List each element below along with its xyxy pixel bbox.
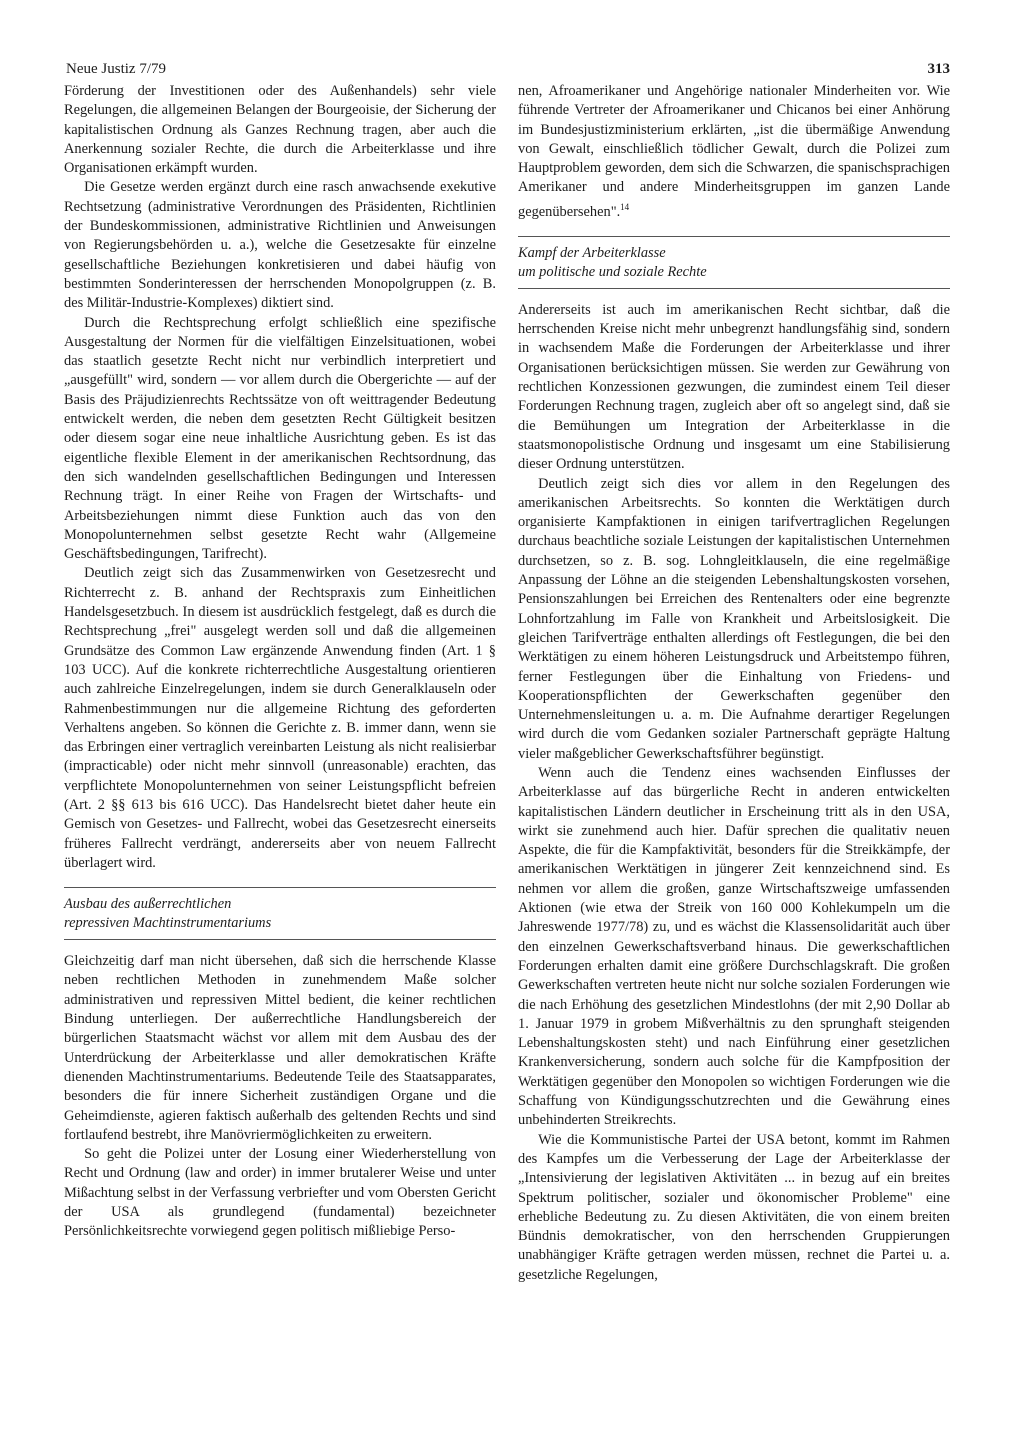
- paragraph: Wenn auch die Tendenz eines wachsenden Einflusses der Arbeiterklasse auf das bürgerliche Recht in anderen entwickelten kapitalistischen Ländern deutlicher in Erscheinung tritt als in den USA, wirkt sie zunehmend auch hier. Dafür sprechen die qualitativ neuen Aspekte, die für die Kampfaktivität, besonders für die Streikkämpfe, der amerikanischen Werktätigen in jüngerer Zeit kennzeichnend sind. Es nehmen vor allem die großen, ganze Wirtschaftszweige umfassenden Aktionen (wie etwa der Streik von 160 000 Kohlekumpeln um die Jahreswende 1977/78) zu, und es wächst die Klassensolidarität auch über den einzelnen Gewerkschaftsverband hinaus. Die gewerkschaftlichen Forderungen erhalten damit eine größere Durchschlagskraft. Die großen Gewerkschaften vertreten heute nicht nur solche sozialen Forderungen wie die nach Erhöhung des gesetzlichen Mindestlohns (der mit 2,90 Dollar ab 1. Januar 1979 in grobem Mißverhältnis zu den sprunghaft steigenden Lebenshaltungskosten steht) und nach Einführung einer gesetzlichen Krankenversicherung, sondern auch solche für die Kampfposition der Werktätigen gegenüber den Monopolen so wichtigen Forderungen wie die Schaffung von Kündigungsschutzrechten und die Gewährung eines unbehinderten Streikrechts.: [518, 765, 950, 1129]
- journal-title: Neue Justiz 7/79: [66, 61, 166, 77]
- paragraph: So geht die Polizei unter der Losung einer Wiederherstellung von Recht und Ordnung (law and order) in immer brutalerer Weise und unter Mißachtung selbst in der Verfassung verbriefter und vom Obersten Gericht der USA als grundlegend (fundamental) bezeichneter Persönlichkeitsrechte vorwiegend gegen politisch mißliebige Perso-: [64, 1146, 496, 1240]
- section-heading-line: Ausbau des außerrechtlichen: [64, 896, 232, 913]
- paragraph: Förderung der Investitionen oder des Außenhandels) sehr viele Regelungen, die allgemeinen Belangen der Bourgeoisie, der Sicherung der kapitalistischen Ordnung als Ganzes Rechnung tragen, aber auch die Anerkennung sozialer Rechte, die durch die Arbeiterklasse und ihre Organisationen erkämpft wurden.: [64, 83, 496, 177]
- section-heading: [518, 236, 950, 289]
- paragraph: [518, 82, 950, 222]
- right-column: [518, 82, 950, 1285]
- paragraph: Die Gesetze werden ergänzt durch eine rasch anwachsende exekutive Rechtsetzung (administrative Verordnungen des Präsidenten, Richtlinien der Bundeskommissionen, administrative Richtlinien und Anweisungen von Regierungsbehörden u. a.), welche die Gesetzesakte für einzelne gesellschaftliche Beziehungen konkretisieren und dabei häufig von bestimmten Sonderinteressen der herrschenden Monopolgruppen (z. B. des Militär-Industrie-Komplexes) diktiert sind.: [64, 179, 496, 312]
- paragraph: Wie die Kommunistische Partei der USA betont, kommt im Rahmen des Kampfes um die Verbesserung der Lage der Arbeiterklasse der „Intensivierung der legislativen Aktivitäten ... in bezug auf ein breites Spektrum politischer, sozialer und ökonomischer Probleme" eine erhebliche Bedeutung zu. Zu diesen Aktivitäten, die von einem breiten Bündnis demokratischer, von den herrschenden Gruppierungen unabhängiger Kräfte getragen werden müssen, rechnet die Partei u. a. gesetzliche Regelungen,: [518, 1131, 950, 1283]
- left-column: [64, 82, 496, 1242]
- section-heading-line: um politische und soziale Rechte: [518, 263, 707, 280]
- page-number: 313: [927, 61, 950, 77]
- paragraph: Deutlich zeigt sich dies vor allem in den Regelungen des amerikanischen Arbeitsrechts. So konnten die Werktätigen durch organisierte Kampfaktionen in einigen tarifvertraglichen Regelungen durchaus beachtliche soziale Leistungen der kapitalistischen Unternehmen durchsetzen, so z. B. sog. Lohngleitklauseln, die eine regelmäßige Anpassung der Löhne an die steigenden Lebenshaltungskosten vorsehen, Pensionszahlungen bei Erreichen des Rentenalters oder eine begrenzte Lohnfortzahlung im Falle von Krankheit und Arbeitslosigkeit. Die gleichen Tarifverträge enthalten allerdings oft Festlegungen, die bei den Werktätigen zu einem höheren Leistungsdruck und Arbeitstempo führen, ferner Festlegungen über die Einhaltung von Friedens- und Kooperationspflichten der Gewerkschaften gegenüber den Unternehmensleitungen u. a. m. Die Aufnahme derartiger Regelungen wird durch die vom Gedanken sozialer Partnerschaft geprägte Haltung vieler maßgeblicher Gewerkschaftsführer begünstigt.: [518, 475, 950, 762]
- paragraph: Durch die Rechtsprechung erfolgt schließlich eine spezifische Ausgestaltung der Normen für die vielfältigen Einzelsituationen, wobei das staatlich gesetzte Recht nicht nur verbindlich interpretiert und „ausgefüllt" wird, sondern — vor allem durch die Obergerichte — auf der Basis des Präjudizienrechts Rechtssätze von oft weittragender Bedeutung entwickelt werden, die neben dem gesetzten Recht Gültigkeit besitzen oder diesem sogar eine neue inhaltliche Ausrichtung geben. Es ist das eigentliche flexible Element in der amerikanischen Rechtsordnung, das den sich wandelnden gesellschaftlichen Bedingungen und Interessen Rechnung trägt. In einer Reihe von Fragen der Wirtschafts- und Arbeitsbeziehungen nimmt diese Funktion auch das von den Monopolunternehmen selbst gesetzte Recht wahr (Allgemeine Geschäftsbedingungen, Tarifrecht).: [64, 314, 496, 563]
- section-heading: [64, 887, 496, 940]
- paragraph: Andererseits ist auch im amerikanischen Recht sichtbar, daß die herrschenden Kreise nicht mehr unbegrenzt handlungsfähig sind, sondern in wachsendem Maße die Forderungen der Arbeiterklasse und ihrer Organisationen berücksichtigen müssen. Sie werden zur Gewährung von rechtlichen Konzessionen gezwungen, die zumindest einem Teil dieser Forderungen Rechnung tragen, zugleich aber oft so angelegt sind, daß sie die Bemühungen um Integration der Arbeiterklasse in die staatsmonopolistische Ordnung und insgesamt um eine Stabilisierung dieser Ordnung unterstützen.: [518, 301, 950, 473]
- footnote-reference: 14: [620, 201, 630, 212]
- paragraph: Gleichzeitig darf man nicht übersehen, daß sich die herrschende Klasse neben rechtlichen Methoden in zunehmendem Maße solcher administrativen und repressiven Mittel bedient, die keiner rechtlichen Bindung unterliegen. Der außerrechtliche Handlungsbereich der bürgerlichen Staatsmacht wächst vor allem mit dem Ausbau des der Unterdrückung der Arbeiterklasse und aller demokratischen Kräfte dienenden Machtinstrumentariums. Bedeutende Teile des Staatsapparates, besonders die für innere Sicherheit zuständigen Organe und die Geheimdienste, agieren faktisch außerhalb des geltenden Rechts und sind fortlaufend bestrebt, ihre Manövriermöglichkeiten zu erweitern.: [64, 953, 496, 1143]
- paragraph: Deutlich zeigt sich das Zusammenwirken von Gesetzesrecht und Richterrecht z. B. anhand der Rechtspraxis zum Einheitlichen Handelsgesetzbuch. In diesem ist ausdrücklich festgelegt, daß es durch die Rechtsprechung „frei" ausgelegt werden soll und daß die allgemeinen Grundsätze des Common Law ergänzende Anwendung finden (Art. 1 § 103 UCC). Auf die konkrete richterrechtliche Ausgestaltung orientieren auch zahlreiche Einzelregelungen, indem sie durch Generalklauseln oder Rahmenbestimmungen nur die allgemeine Richtung des geforderten Verhaltens angeben. So können die Gerichte z. B. immer dann, wenn sie das Erbringen einer vertraglich vereinbarten Leistung als nicht realisierbar (impracticable) oder nicht mehr sinnvoll (unreasonable) erachten, das verpflichtete Monopolunternehmen von seiner Leistungspflicht befreien (Art. 2 §§ 613 bis 616 UCC). Das Handelsrecht bietet daher heute ein Gemisch von Gesetzes- und Fallrecht, wobei das Gesetzesrecht einerseits früheres Fallrecht verdrängt, andererseits aber von neuem Fallrecht überlagert wird.: [64, 565, 496, 871]
- section-heading-line: Kampf der Arbeiterklasse: [518, 244, 666, 261]
- paragraph-text: nen, Afroamerikaner und Angehörige nationaler Minderheiten vor. Wie führende Vertreter der Afroamerikaner und Chicanos bei einer Anhörung im Bundesjustizministerium erklärten, „ist die übermäßige Anwendung von Gewalt, einschließlich tödlicher Gewalt, durch die Polizei zum Hauptproblem geworden, dem sich die Schwarzen, die spanischsprachigen Amerikaner und andere Minderheitsgruppen im ganzen Lande gegenübersehen".: [518, 83, 950, 220]
- section-heading-line: repressiven Machtinstrumentariums: [64, 915, 272, 932]
